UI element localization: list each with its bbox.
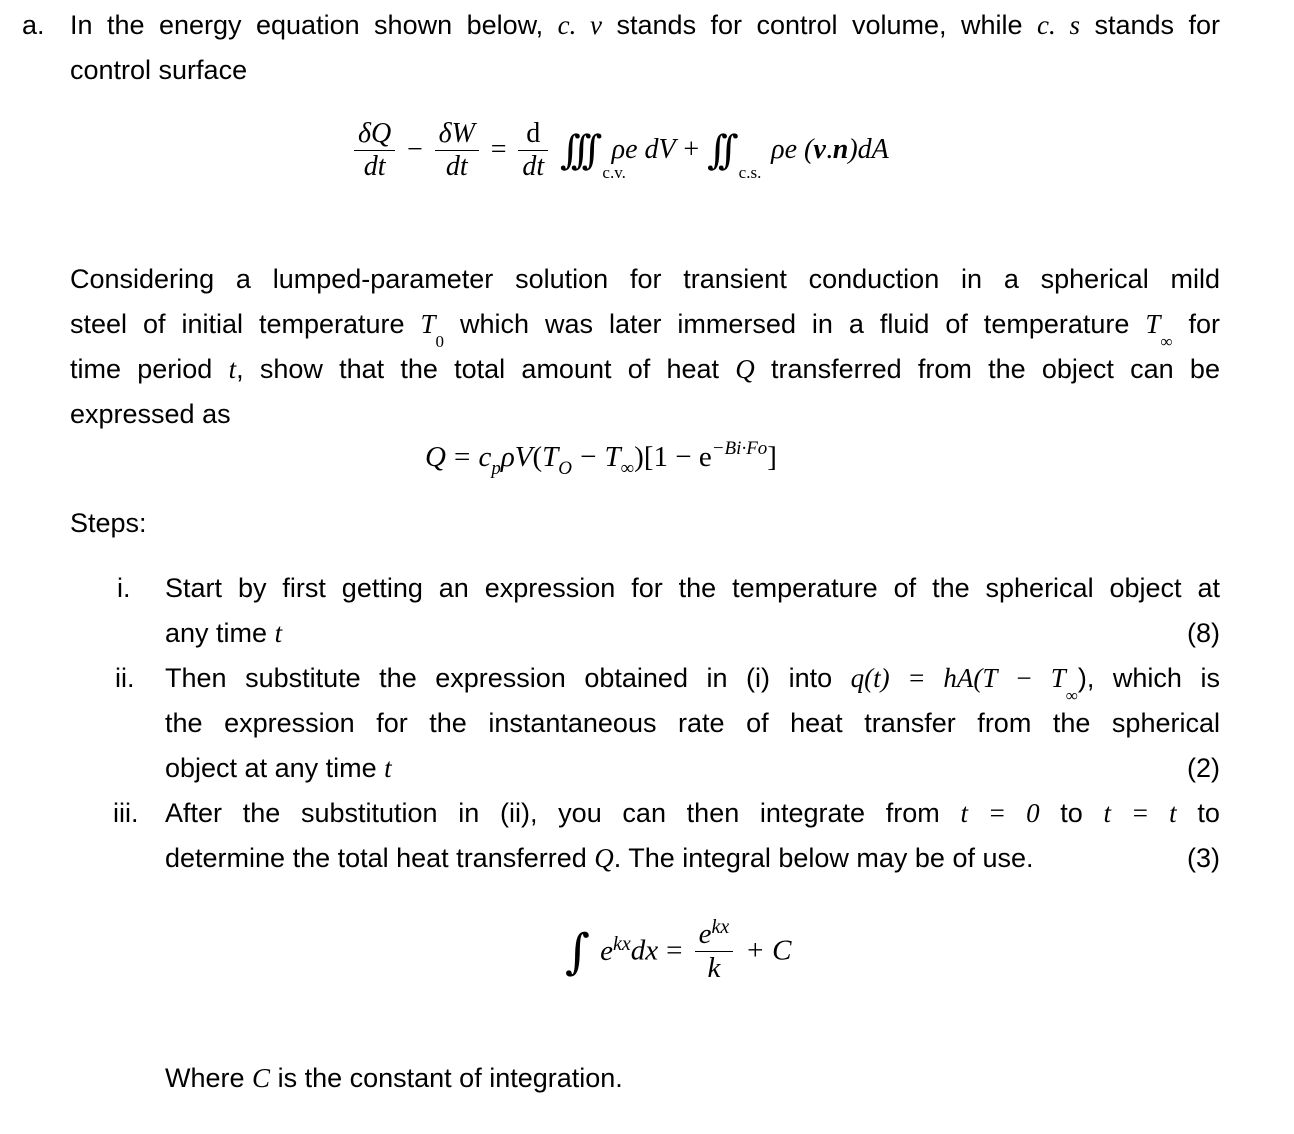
cv-symbol: c. v	[557, 10, 603, 40]
t0-symbol: $T_0$	[420, 309, 445, 351]
steps-heading: Steps:	[70, 508, 147, 538]
problem-line-1: Considering a lumped-parameter solution for transient conduction in a spherical mild	[70, 264, 1220, 294]
step-i-line-2: any time t (8)	[165, 618, 1220, 648]
step-i-marker: i.	[117, 573, 131, 603]
d-dt-fraction: $\frac{d}{dt}$	[518, 118, 548, 183]
integral-symbol: ∫	[565, 923, 581, 980]
double-integral-symbol: ∫∫	[706, 127, 729, 174]
step-ii-line-2: the expression for the instantaneous rate of heat transfer from the spherical	[165, 708, 1220, 738]
cs-symbol: c. s	[1037, 10, 1080, 40]
integral-equation: ∫ $e^{kx}dx$ = $\frac{e^{kx}}{k}$ + C	[565, 916, 792, 985]
step-ii-marks: (2)	[1187, 753, 1220, 783]
ekx-over-k-fraction: $\frac{e^{kx}}{k}$	[695, 918, 734, 986]
step-ii-line-1: Then substitute the expression obtained in (i) into $q(t) = hA(T - T_\infty)$, which is	[165, 663, 1220, 705]
step-i-marks: (8)	[1187, 618, 1220, 648]
intro-line-2: control surface	[70, 55, 248, 85]
dw-dt-fraction: $\frac{\delta W}{dt}$	[435, 118, 479, 183]
heat-equation: $Q = c_p\rho V(T_O - T_\infty)[1 - e^{-Bi\cdot Fo}]$	[425, 438, 777, 479]
cv-subscript: c.v.	[602, 163, 626, 183]
dq-dt-fraction: $\frac{\delta Q}{dt}$	[354, 118, 395, 183]
problem-line-2: steel of initial temperature $T_0$ which was later immersed in a fluid of temperature $T_\infty$ for	[70, 309, 1220, 351]
part-label: a.	[22, 10, 45, 40]
step-ii-marker: ii.	[115, 663, 135, 693]
step-i-line-1: Start by first getting an expression for the temperature of the spherical object at	[165, 573, 1220, 603]
step-iii-line-2: determine the total heat transferred Q. The integral below may be of use. (3)	[165, 843, 1220, 873]
closing-line: Where C is the constant of integration.	[165, 1063, 623, 1093]
problem-line-4: expressed as	[70, 399, 231, 429]
step-iii-line-1: After the substitution in (ii), you can then integrate from t = 0 to t = t to	[165, 798, 1220, 828]
tinf-symbol: $T_\infty$	[1145, 309, 1173, 351]
intro-line-1: In the energy equation shown below, c. v stands for control volume, while c. s stands for	[70, 10, 1220, 40]
step-ii-line-3: object at any time t (2)	[165, 753, 1220, 783]
cs-subscript: c.s.	[738, 163, 762, 183]
problem-line-3: time period t, show that the total amount of heat Q transferred from the object can be	[70, 354, 1220, 384]
energy-equation: $\frac{\delta Q}{dt}$ − $\frac{\delta W}{dt}$ = $\frac{d}{dt}$ ∫∫∫ $_{c.v.}$ ρe dV + ∫∫ $_{c.s.}$ ρe (v.n)dA	[350, 118, 889, 183]
step-iii-marker: iii.	[113, 798, 139, 828]
triple-integral-symbol: ∫∫∫	[559, 127, 593, 174]
step-iii-marks: (3)	[1187, 843, 1220, 873]
